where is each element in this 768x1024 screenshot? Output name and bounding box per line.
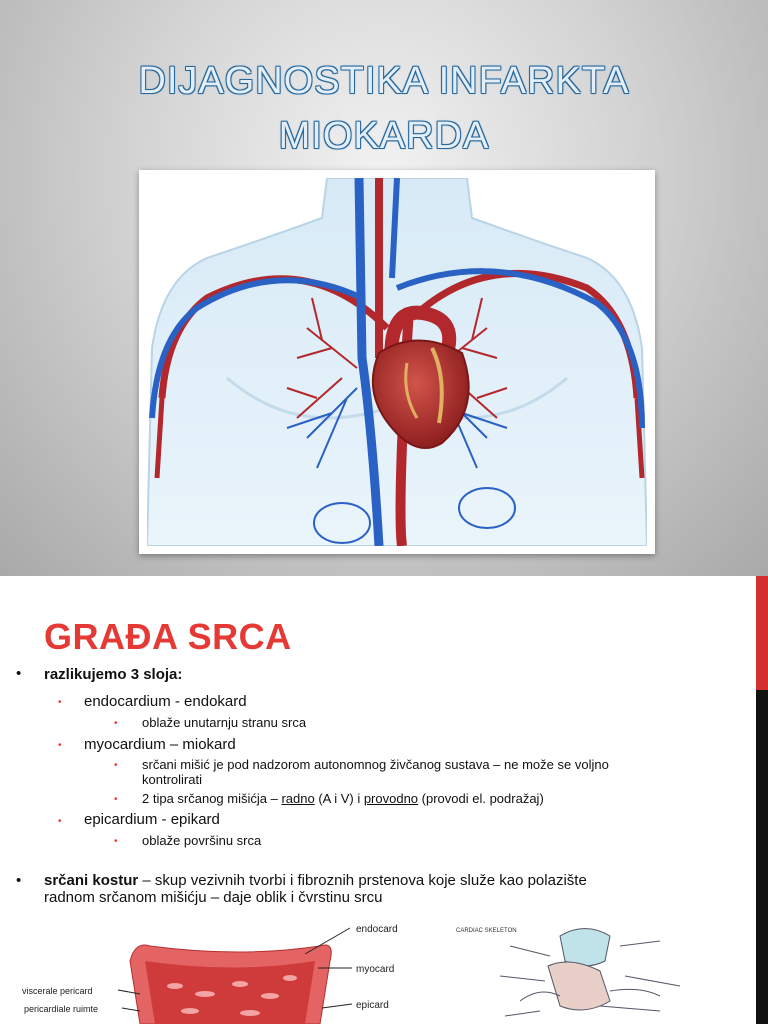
layer-myocardium: myocardium – miokard — [84, 736, 236, 753]
label-cardiac-skeleton: CARDIAC SKELETON — [456, 928, 517, 934]
circulatory-system-illustration — [147, 178, 647, 546]
label-parietal: pericardiale ruimte — [24, 1004, 99, 1014]
label-endocard: endocard — [356, 924, 398, 935]
layer-myocardium-desc2: 2 tipa srčanog mišićja – radno (A i V) i provodno (provodi el. podražaj) — [142, 791, 544, 806]
bullet-dot: • — [114, 760, 118, 771]
slide-heading: GRAĐA SRCA — [44, 616, 292, 657]
label-epicard: epicard — [356, 1000, 389, 1011]
layer-epicardium: epicardium - epikard — [84, 811, 220, 828]
layer-epicardium-desc: oblaže površinu srca — [142, 833, 262, 848]
heart-illustration-frame — [139, 170, 655, 554]
layer-endocardium-desc: oblaže unutarnju stranu srca — [142, 715, 307, 730]
bullet-dot: • — [114, 836, 118, 847]
accent-bar-black — [756, 690, 768, 1024]
bullet-dot: • — [114, 794, 118, 805]
bullet-dot: • — [16, 872, 22, 889]
layer-myocardium-desc1-cont: kontrolirati — [142, 772, 202, 787]
content-slide — [0, 576, 768, 1024]
bullet-skeleton-cont: radnom srčanom mišićju – daje oblik i čvrstinu srcu — [44, 889, 383, 906]
slide-title-line2: MIOKARDA — [278, 115, 490, 157]
layer-endocardium: endocardium - endokard — [84, 693, 247, 710]
bullet-layers: razlikujemo 3 sloja: — [44, 666, 183, 683]
bullet-dot: • — [16, 665, 22, 682]
layer-myocardium-desc1: srčani mišić je pod nadzorom autonomnog živčanog sustava – ne može se voljno — [142, 757, 609, 772]
slide-title-line1: DIJAGNOSTIKA INFARKTA — [138, 60, 630, 102]
bullet-dot: • — [58, 816, 62, 827]
label-visceral: viscerale pericard — [22, 986, 93, 996]
accent-bar-red — [756, 576, 768, 690]
bullet-dot: • — [58, 697, 62, 708]
bullet-dot: • — [114, 718, 118, 729]
label-myocard: myocard — [356, 964, 395, 975]
bullet-dot: • — [58, 740, 62, 751]
heart-wall-diagram — [0, 916, 756, 1024]
bullet-skeleton: srčani kostur – skup vezivnih tvorbi i fibroznih prstenova koje služe kao polazište — [44, 872, 587, 889]
